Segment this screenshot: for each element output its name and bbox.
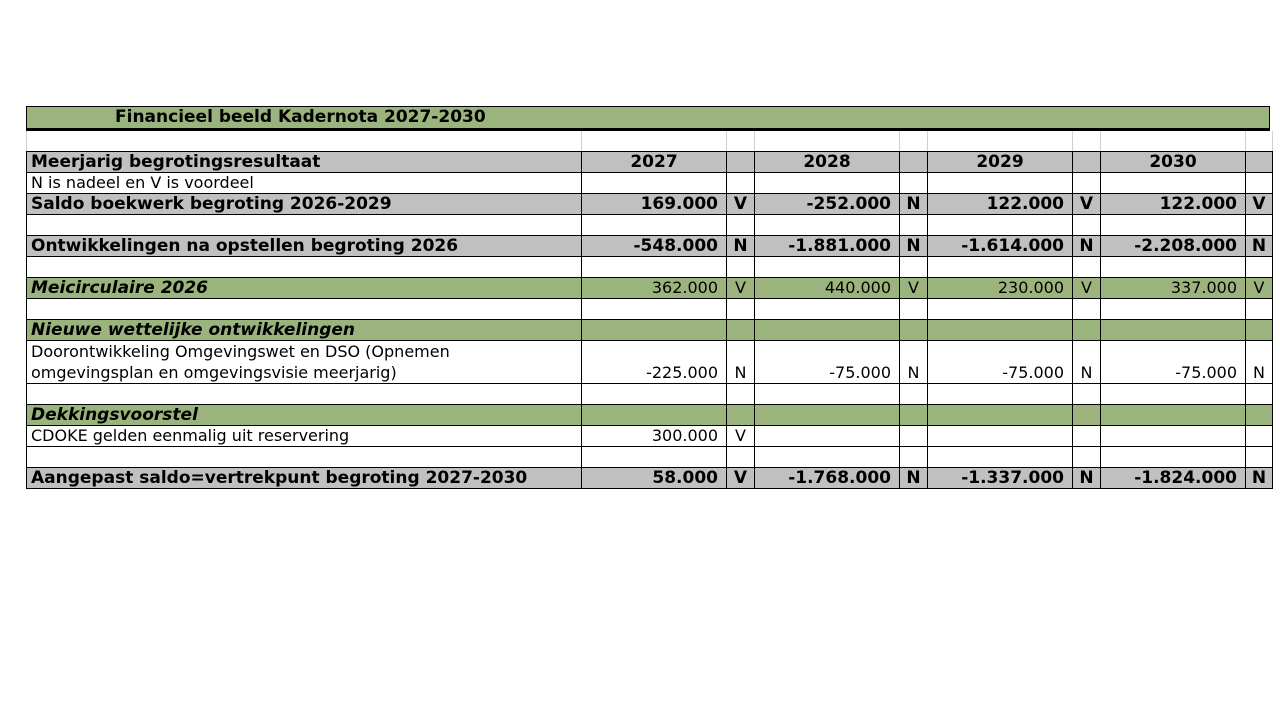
meicirculaire-flag-2028: V <box>900 278 928 299</box>
budget-sheet <box>26 106 1270 489</box>
aangepast-flag-2027: V <box>727 468 755 489</box>
cdoke-2027: 300.000 <box>582 426 727 447</box>
saldo-2028: -252.000 <box>755 194 900 215</box>
aangepast-flag-2030: N <box>1246 468 1273 489</box>
doorontwikkeling-flag-2029: N <box>1073 341 1101 384</box>
sheet-title: Financieel beeld Kadernota 2027-2030 <box>26 106 1270 131</box>
spacer-row <box>27 447 1273 468</box>
nieuwe-header-label: Nieuwe wettelijke ontwikkelingen <box>27 320 582 341</box>
cdoke-label: CDOKE gelden eenmalig uit reservering <box>27 426 582 447</box>
year-2027: 2027 <box>582 152 727 173</box>
spacer-row <box>27 257 1273 278</box>
ontwikkelingen-2030: -2.208.000 <box>1101 236 1246 257</box>
aangepast-2028: -1.768.000 <box>755 468 900 489</box>
ontwikkelingen-flag-2028: N <box>900 236 928 257</box>
aangepast-2029: -1.337.000 <box>928 468 1073 489</box>
saldo-flag-2027: V <box>727 194 755 215</box>
aangepast-flag-2028: N <box>900 468 928 489</box>
meicirculaire-flag-2027: V <box>727 278 755 299</box>
saldo-2030: 122.000 <box>1101 194 1246 215</box>
meicirculaire-2027: 362.000 <box>582 278 727 299</box>
doorontwikkeling-2027: -225.000 <box>582 341 727 384</box>
header-row <box>27 152 1273 173</box>
saldo-label: Saldo boekwerk begroting 2026-2029 <box>27 194 582 215</box>
header-label: Meerjarig begrotingsresultaat <box>27 152 582 173</box>
spacer-row <box>27 131 1273 152</box>
ontwikkelingen-flag-2030: N <box>1246 236 1273 257</box>
meicirculaire-row <box>27 278 1273 299</box>
legend-row <box>27 173 1273 194</box>
budget-table <box>26 131 1273 489</box>
cdoke-2030 <box>1101 426 1246 447</box>
aangepast-2030: -1.824.000 <box>1101 468 1246 489</box>
aangepast-label: Aangepast saldo=vertrekpunt begroting 2027-2030 <box>27 468 582 489</box>
saldo-2029: 122.000 <box>928 194 1073 215</box>
doorontwikkeling-2028: -75.000 <box>755 341 900 384</box>
doorontwikkeling-flag-2030: N <box>1246 341 1273 384</box>
spacer-row <box>27 299 1273 320</box>
aangepast-flag-2029: N <box>1073 468 1101 489</box>
doorontwikkeling-flag-2028: N <box>900 341 928 384</box>
spacer-row <box>27 384 1273 405</box>
ontwikkelingen-flag-2029: N <box>1073 236 1101 257</box>
ontwikkelingen-2028: -1.881.000 <box>755 236 900 257</box>
spacer-row <box>27 215 1273 236</box>
meicirculaire-2030: 337.000 <box>1101 278 1246 299</box>
cdoke-flag-2029 <box>1073 426 1101 447</box>
meicirculaire-flag-2030: V <box>1246 278 1273 299</box>
ontwikkelingen-2029: -1.614.000 <box>928 236 1073 257</box>
aangepast-row <box>27 468 1273 489</box>
doorontwikkeling-flag-2027: N <box>727 341 755 384</box>
dekking-header-label: Dekkingsvoorstel <box>27 405 582 426</box>
ontwikkelingen-flag-2027: N <box>727 236 755 257</box>
doorontwikkeling-row <box>27 341 1273 384</box>
nieuwe-header-row <box>27 320 1273 341</box>
cdoke-row <box>27 426 1273 447</box>
saldo-row <box>27 194 1273 215</box>
year-2030: 2030 <box>1101 152 1246 173</box>
saldo-flag-2028: N <box>900 194 928 215</box>
cdoke-flag-2027: V <box>727 426 755 447</box>
doorontwikkeling-2029: -75.000 <box>928 341 1073 384</box>
doorontwikkeling-2030: -75.000 <box>1101 341 1246 384</box>
saldo-flag-2029: V <box>1073 194 1101 215</box>
year-2028: 2028 <box>755 152 900 173</box>
cdoke-flag-2030 <box>1246 426 1273 447</box>
ontwikkelingen-row <box>27 236 1273 257</box>
dekking-header-row <box>27 405 1273 426</box>
meicirculaire-label: Meicirculaire 2026 <box>27 278 582 299</box>
meicirculaire-flag-2029: V <box>1073 278 1101 299</box>
ontwikkelingen-2027: -548.000 <box>582 236 727 257</box>
doorontwikkeling-label: Doorontwikkeling Omgevingswet en DSO (Opnemen omgevingsplan en omgevingsvisie meerjarig) <box>27 341 582 384</box>
ontwikkelingen-label: Ontwikkelingen na opstellen begroting 2026 <box>27 236 582 257</box>
year-2029: 2029 <box>928 152 1073 173</box>
saldo-flag-2030: V <box>1246 194 1273 215</box>
meicirculaire-2028: 440.000 <box>755 278 900 299</box>
cdoke-2028 <box>755 426 900 447</box>
aangepast-2027: 58.000 <box>582 468 727 489</box>
cdoke-flag-2028 <box>900 426 928 447</box>
legend-note: N is nadeel en V is voordeel <box>27 173 582 194</box>
saldo-2027: 169.000 <box>582 194 727 215</box>
meicirculaire-2029: 230.000 <box>928 278 1073 299</box>
cdoke-2029 <box>928 426 1073 447</box>
